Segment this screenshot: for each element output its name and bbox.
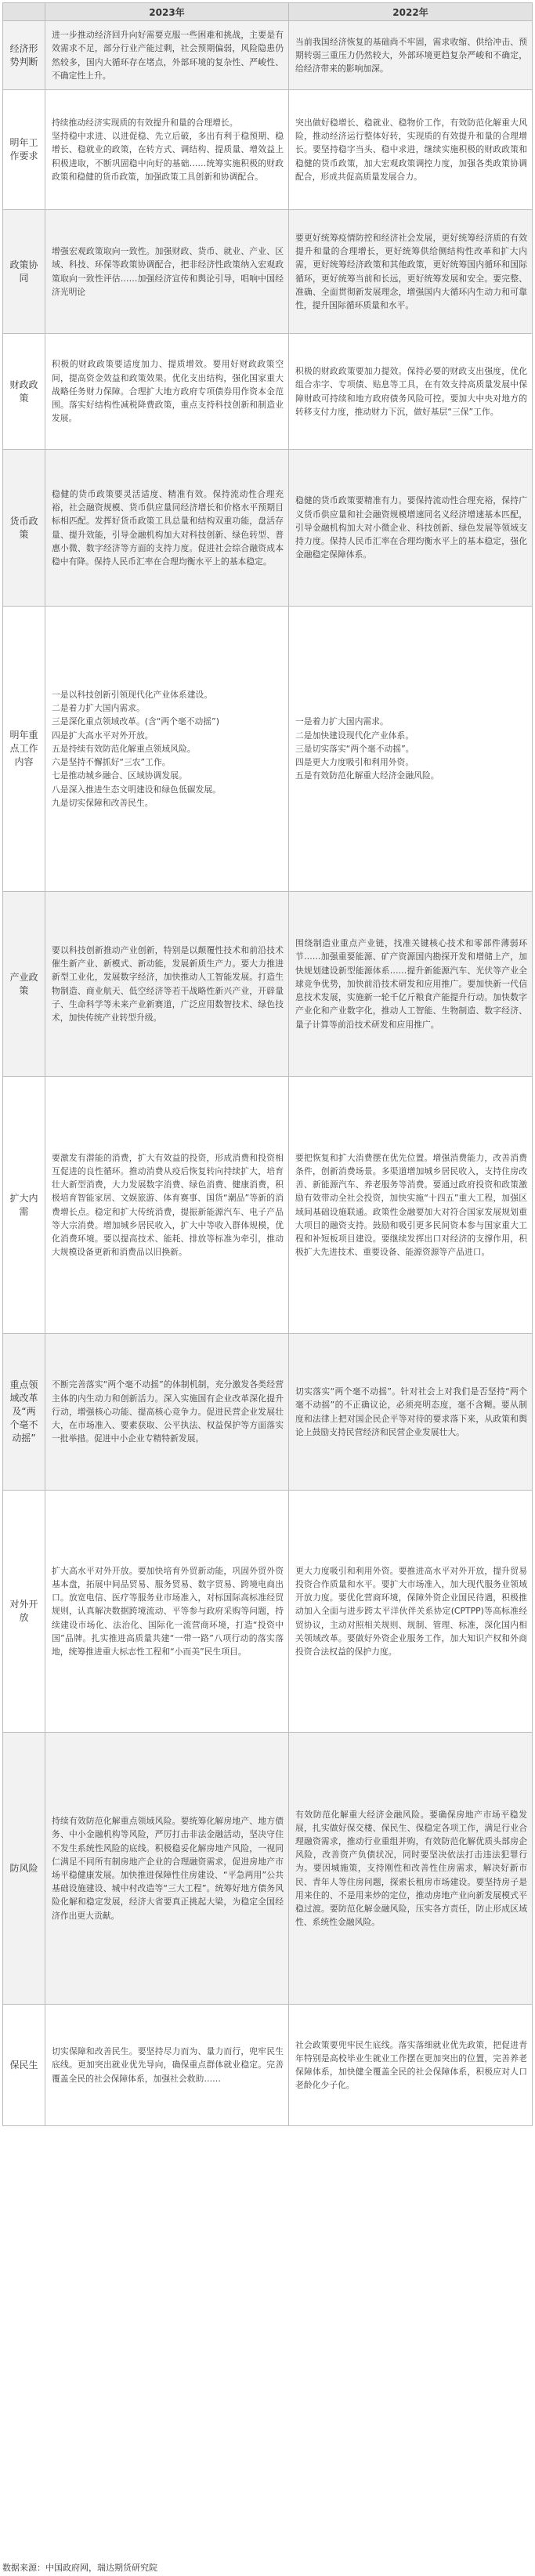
table-row	[3, 1491, 533, 1733]
cell-2023-text: 要激发有潜能的消费，扩大有效益的投资，形成消费和投资相互促进的良性循环。推动消费从疫后恢复转向持续扩大，培育壮大新型消费，大力发展数字消费、绿色消费、健康消费，积极培育智能家居、文娱旅游、体育赛事、国货“潮品”等新的消费增长点。稳定和扩大传统消费，提振新能源汽车、电子产品等大宗消费。增加城乡居民收入，扩大中等收入群体规模，优化消费环境。要以提高技术、能耗、排放等标准为牵引，推动大规模设备更新和消费品以旧换新。	[52, 1152, 284, 1258]
cell-2023	[45, 21, 289, 90]
row-label: 防风险	[9, 1862, 38, 1874]
cell-2023-text: 积极的财政政策要适度加力、提质增效。要用好财政政策空间，提高资金效益和政策效果。优化支出结构，强化国家重大战略任务财力保障。合理扩大地方政府专项债券用作资本金范围。落实好结构性减税降费政策，重点支持科技创新和制造业发展。	[52, 359, 284, 424]
row-label-cell	[3, 90, 45, 210]
cell-2022-text: 切实落实“两个毫不动摇”。针对社会上对我们是否坚持“两个毫不动摇”的不正确议论，必须亮明态度，毫不含糊。要从制度和法律上把对国企民企平等对待的要求落下来，从政策和舆论上鼓励支持民营经济和民营企业发展壮大。	[295, 1386, 527, 1437]
cell-2022	[289, 1077, 533, 1334]
cell-2022	[289, 210, 533, 334]
table-row	[3, 21, 533, 90]
cell-2023-text: 稳健的货币政策要灵活适度、精准有效。保持流动性合理充裕，社会融资规模、货币供应量同经济增长和价格水平预期目标相匹配。发挥好货币政策工具总量和结构双重功能，盘活存量、提升效能，引导金融机构加大对科技创新、绿色转型、普惠小微、数字经济等方面的支持力度。促进社会综合融资成本稳中有降。保持人民币汇率在合理均衡水平上的基本稳定。	[52, 488, 284, 567]
header-2023: 2023年	[45, 3, 289, 21]
header-row	[3, 3, 533, 21]
row-label-cell	[3, 450, 45, 607]
row-label: 对外开放	[9, 1599, 38, 1623]
cell-2022-text: 当前我国经济恢复的基础尚不牢固，需求收缩、供给冲击、预期转弱三重压力仍然较大，外部环境更趋复杂严峻和不确定，给经济带来的影响加深。	[295, 36, 527, 74]
table-row	[3, 1077, 533, 1334]
cell-2022	[289, 1334, 533, 1491]
row-label: 政策协同	[9, 259, 38, 284]
row-label: 明年重点工作内容	[9, 730, 38, 767]
cell-2023	[45, 450, 289, 607]
cell-2023	[45, 1733, 289, 2005]
cell-2022-text: 突出做好稳增长、稳就业、稳物价工作，有效防范化解重大风险，推动经济运行整体好转，实现质的有效提升和量的合理增长。要坚持稳字当头、稳中求进，继续实施积极的财政政策和稳健的货币政策，加大宏观政策调控力度，加强各类政策协调配合，形成共促高质量发展合力。	[295, 117, 527, 182]
row-label-cell	[3, 607, 45, 892]
cell-2022	[289, 450, 533, 607]
table-row	[3, 2005, 533, 2126]
cell-2023-text: 扩大高水平对外开放。要加快培育外贸新动能，巩固外贸外资基本盘，拓展中间品贸易、服务贸易、数字贸易、跨境电商出口。放宽电信、医疗等服务业市场准入，对标国际高标准经贸规则，认真解决数据跨境流动、平等参与政府采购等问题，持续建设市场化、法治化、国际化一流营商环境，打造“投资中国”品牌。扎实推进高质量共建“一带一路”八项行动的落实落地，统筹推进重大标志性工程和“小而美”民生项目。	[52, 1565, 284, 1657]
cell-2022	[289, 892, 533, 1077]
cell-2023	[45, 210, 289, 334]
table-row	[3, 607, 533, 892]
cell-2022	[289, 2005, 533, 2126]
cell-2023	[45, 334, 289, 450]
table-row	[3, 1334, 533, 1491]
row-label-cell	[3, 892, 45, 1077]
cell-2022-text: 稳健的货币政策要精准有力。要保持流动性合理充裕，保持广义货币供应量和社会融资规模增速同名义经济增速基本匹配，引导金融机构加大对小微企业、科技创新、绿色发展等领域支持力度。保持人民币汇率在合理均衡水平上的基本稳定，强化金融稳定保障体系。	[295, 495, 527, 560]
row-label-cell	[3, 210, 45, 334]
source-note: 数据来源：中国政府网，瑞达期货研究院	[2, 2563, 157, 2573]
cell-2022	[289, 90, 533, 210]
cell-2023-text: 一是以科技创新引领现代化产业体系建设。 二是着力扩大国内需求。 三是深化重点领域改革。(含“两个毫不动摇”) 四是扩大高水平对外开放。 五是持续有效防范化解重点领域风险。 六是坚持不懈抓好“三农”工作。 七是推动城乡融合、区域协调发展。 八是深入推进生态文明建设和绿色低碳发展。 九是切实保障和改善民生。	[52, 690, 221, 808]
row-label: 保民生	[9, 2059, 38, 2071]
cell-2023	[45, 1491, 289, 1733]
cell-2023	[45, 2005, 289, 2126]
row-label-cell	[3, 2005, 45, 2126]
cell-2023-text: 进一步推动经济回升向好需要克服一些困难和挑战，主要是有效需求不足，部分行业产能过剩，社会预期偏弱，风险隐患仍然较多，国内大循环存在堵点，外部环境的复杂性、严峻性、不确定性上升。	[52, 30, 284, 81]
row-label-cell	[3, 334, 45, 450]
cell-2023-text: 增强宏观政策取向一致性。加强财政、货币、就业、产业、区域、科技、环保等政策协调配合，把非经济性政策纳入宏观政策取向一致性评估……加强经济宣传和舆论引导，唱响中国经济光明论	[52, 246, 284, 297]
row-label: 产业政策	[9, 971, 38, 996]
header-2022: 2022年	[289, 3, 533, 21]
cell-2022-text: 一是着力扩大国内需求。 二是加快建设现代化产业体系。 三是切实落实“两个毫不动摇”。 四是更大力度吸引和利用外资。 五是有效防范化解重大经济金融风险。	[295, 716, 439, 781]
row-label-cell	[3, 1334, 45, 1491]
cell-2022	[289, 334, 533, 450]
cell-2022	[289, 1733, 533, 2005]
cell-2023-text: 切实保障和改善民生。要坚持尽力而为、量力而行，兜牢民生底线。更加突出就业优先导向，确保重点群体就业稳定。完善覆盖全民的社会保障体系，加强社会救助……	[52, 2046, 284, 2084]
cell-2022-text: 围绕制造业重点产业链，找准关键核心技术和零部件薄弱环节……加强重要能源、矿产资源国内勘探开发和增储上产，加快规划建设新型能源体系……提升新能源汽车、光伏等产业全球竞争优势，加快前沿技术研发和应用推广。要加快新一代信息技术发展，实施新一轮千亿斤粮食产能提升行动。加快数字产业化和产业数字化，推动人工智能、生物制造、数字经济、量子计算等前沿技术研发和应用推广。	[295, 938, 527, 1030]
row-label: 扩大内需	[9, 1192, 38, 1217]
row-label: 重点领域改革及“两个毫不动摇”	[9, 1379, 38, 1444]
row-label: 明年工作要求	[9, 137, 38, 161]
cell-2022-text: 更大力度吸引和利用外资。要推进高水平对外开放，提升贸易投资合作质量和水平。要扩大市场准入，加大现代服务业领域开放力度。要优化营商环境，保障外资企业国民待遇，积极推动加入全面与进步跨太平洋伙伴关系协定(CPTPP)等高标准经贸协议，主动对照相关规则、规制、管理、标准，深化国内相关领域改革。要做好外资企业服务工作，加大知识产权和外商投资合法权益的保护力度。	[295, 1565, 527, 1657]
cell-2023	[45, 90, 289, 210]
row-label-cell	[3, 1491, 45, 1733]
table-row	[3, 334, 533, 450]
cell-2023-text: 不断完善落实“两个毫不动摇”的体制机制，充分激发各类经营主体的内生动力和创新活力。深入实施国有企业改革深化提升行动，增强核心功能、提高核心竞争力。促进民营企业发展壮大，在市场准入、要素获取、公平执法、权益保护等方面落实一批举措。促进中小企业专精特新发展。	[52, 1379, 284, 1444]
table-row	[3, 450, 533, 607]
cell-2022	[289, 607, 533, 892]
cell-2022-text: 积极的财政政策要加力提效。保持必要的财政支出强度，优化组合赤字、专项债、贴息等工具，在有效支持高质量发展中保障财政可持续和地方政府债务风险可控。要加大中央对地方的转移支付力度，推动财力下沉，做好基层“三保”工作。	[295, 366, 527, 417]
row-label: 经济形势判断	[9, 42, 38, 67]
cell-2022	[289, 21, 533, 90]
table-row	[3, 210, 533, 334]
comparison-table	[2, 2, 533, 2126]
cell-2022-text: 社会政策要兜牢民生底线。落实落细就业优先政策，把促进青年特别是高校毕业生就业工作摆在更加突出的位置，完善养老保障体系，加快健全覆盖全民的社会保障体系，积极应对人口老龄化少子化。	[295, 2039, 527, 2091]
row-label-cell	[3, 21, 45, 90]
table-row	[3, 90, 533, 210]
cell-2022-text: 要把恢复和扩大消费摆在优先位置。增强消费能力，改善消费条件，创新消费场景。多渠道增加城乡居民收入，支持住房改善、新能源汽车、养老服务等消费。要通过政府投资和政策激励有效带动全社会投资，加快实施“十四五”重大工程，加强区域间基础设施联通。政策性金融要加大对符合国家发展规划重大项目的融资支持。鼓励和吸引更多民间资本参与国家重大工程和补短板项目建设。要继续发挥出口对经济的支撑作用，积极扩大先进技术、重要设备、能源资源等产品进口。	[295, 1152, 527, 1258]
cell-2023-text: 持续有效防范化解重点领域风险。要统筹化解房地产、地方债务、中小金融机构等风险，严厉打击非法金融活动，坚决守住不发生系统性风险的底线。积极稳妥化解房地产风险，一视同仁满足不同所有制房地产企业的合理融资需求，促进房地产市场平稳健康发展。加快推进保障性住房建设、“平急两用”公共基础设施建设、城中村改造等“三大工程”。统筹好地方债务风险化解和稳定发展，经济大省要真正挑起大梁，为稳定全国经济作出更大贡献。	[52, 1816, 284, 1921]
row-label-cell	[3, 1733, 45, 2005]
cell-2023	[45, 1077, 289, 1334]
cell-2023	[45, 892, 289, 1077]
cell-2022-text: 要更好统筹疫情防控和经济社会发展，更好统筹经济质的有效提升和量的合理增长，更好统筹供给侧结构性改革和扩大内需，更好统筹经济政策和其他政策，更好统筹国内循环和国际循环，更好统筹当前和长远，更好统筹发展和安全。要完整、准确、全面贯彻新发展理念，增强国内大循环内生动力和可靠性，提升国际循环质量和水平。	[295, 232, 527, 310]
cell-2023-text: 持续推动经济实现质的有效提升和量的合理增长。 坚持稳中求进、以进促稳、先立后破，多出有利于稳预期、稳增长、稳就业的政策，在转方式、调结构、提质量、增效益上积极进取，不断巩固稳中向好的基础……统筹实施积极的财政政策和稳健的货币政策，加强政策工具创新和协调配合。	[52, 117, 284, 182]
row-label: 货币政策	[9, 515, 38, 540]
row-label: 财政政策	[9, 379, 38, 404]
row-label-cell	[3, 1077, 45, 1334]
cell-2023	[45, 607, 289, 892]
header-category	[3, 3, 45, 21]
table-row	[3, 1733, 533, 2005]
cell-2023-text: 要以科技创新推动产业创新，特别是以颠覆性技术和前沿技术催生新产业、新模式、新动能，发展新质生产力。要大力推进新型工业化，发展数字经济，加快推动人工智能发展。打造生物制造、商业航天、低空经济等若干战略性新兴产业，开辟量子、生命科学等未来产业新赛道，广泛应用数智技术、绿色技术，加快传统产业转型升级。	[52, 944, 284, 1023]
table-row	[3, 892, 533, 1077]
cell-2022-text: 有效防范化解重大经济金融风险。要确保房地产市场平稳发展，扎实做好保交楼、保民生、保稳定各项工作，满足行业合理融资需求，推动行业重组并购，有效防范化解优质头部房企风险，改善资产负债状况，同时要坚决依法打击违法犯罪行为。要因城施策，支持刚性和改善性住房需求，解决好新市民、青年人等住房问题，探索长租房市场建设。要坚持房子是用来住的、不是用来炒的定位，推动房地产业向新发展模式平稳过渡。要防范化解金融风险，压实各方责任，防止形成区域性、系统性金融风险。	[295, 1809, 527, 1928]
cell-2022	[289, 1491, 533, 1733]
cell-2023	[45, 1334, 289, 1491]
